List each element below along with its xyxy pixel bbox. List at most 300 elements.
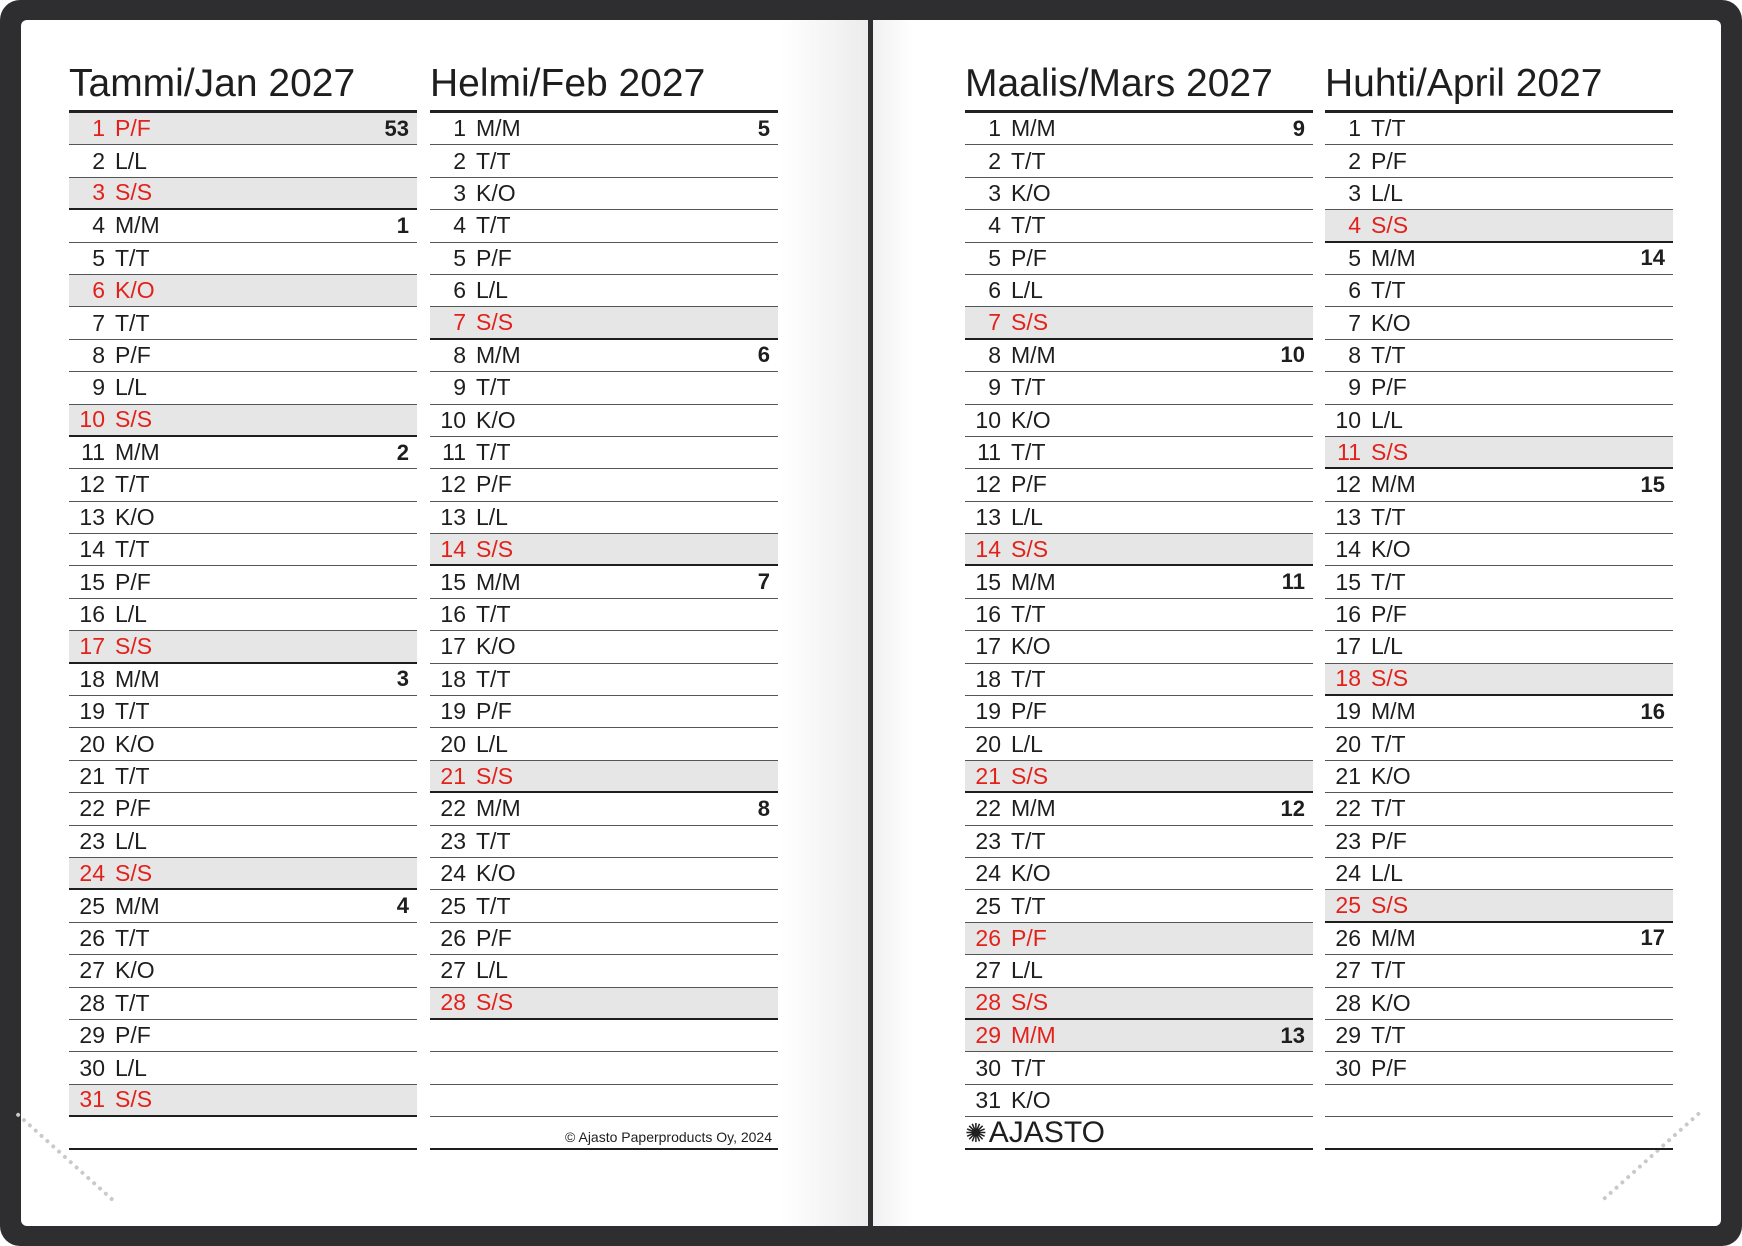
weekday-label: K/O — [115, 957, 155, 984]
weekday-label: K/O — [1371, 309, 1411, 336]
day-row — [430, 599, 778, 631]
week-number: 10 — [1280, 342, 1305, 368]
weekday-label: L/L — [1371, 179, 1403, 206]
day-row — [1325, 275, 1673, 307]
blank-row — [69, 1117, 417, 1149]
day-number: 1 — [988, 115, 1001, 142]
day-number: 3 — [1348, 179, 1361, 206]
day-number: 3 — [453, 179, 466, 206]
weekday-label: K/O — [115, 730, 155, 757]
weekday-label: T/T — [1011, 374, 1046, 401]
day-number: 24 — [1335, 860, 1361, 887]
weekday-label: P/F — [476, 924, 512, 951]
day-number: 20 — [975, 730, 1001, 757]
week-number: 5 — [757, 115, 770, 141]
day-row — [965, 923, 1313, 955]
weekday-label: K/O — [115, 503, 155, 530]
day-row — [1325, 405, 1673, 437]
day-number: 16 — [1335, 601, 1361, 628]
day-row — [1325, 728, 1673, 760]
day-row — [69, 502, 417, 534]
day-list — [965, 110, 1313, 1150]
day-row — [430, 307, 778, 339]
day-number: 12 — [79, 471, 105, 498]
weekday-label: T/T — [476, 374, 511, 401]
day-row — [1325, 437, 1673, 469]
weekday-label: S/S — [1011, 309, 1049, 336]
weekday-label: S/S — [1371, 211, 1409, 238]
day-number: 10 — [440, 406, 466, 433]
weekday-label: K/O — [1371, 536, 1411, 563]
weekday-label: S/S — [115, 632, 153, 659]
day-row — [430, 696, 778, 728]
day-number: 31 — [79, 1086, 105, 1113]
weekday-label: T/T — [1011, 147, 1046, 174]
day-number: 27 — [975, 957, 1001, 984]
day-row — [69, 1085, 417, 1117]
day-row — [965, 793, 1313, 825]
week-number: 9 — [1292, 115, 1305, 141]
weekday-label: M/M — [476, 341, 521, 368]
day-row — [430, 340, 778, 372]
day-row — [69, 340, 417, 372]
day-number: 24 — [975, 860, 1001, 887]
weekday-label: S/S — [1371, 438, 1409, 465]
day-number: 5 — [988, 244, 1001, 271]
day-number: 29 — [975, 1022, 1001, 1049]
day-row — [430, 372, 778, 404]
month-january — [69, 58, 417, 1150]
weekday-label: T/T — [1011, 892, 1046, 919]
day-number: 15 — [79, 568, 105, 595]
weekday-label: K/O — [1011, 179, 1051, 206]
weekday-label: P/F — [476, 244, 512, 271]
day-number: 4 — [1348, 211, 1361, 238]
month-april — [1325, 58, 1673, 1150]
weekday-label: S/S — [476, 535, 514, 562]
day-number: 11 — [442, 439, 466, 466]
day-number: 22 — [79, 795, 105, 822]
day-number: 19 — [440, 698, 466, 725]
weekday-label: P/F — [1371, 374, 1407, 401]
weekday-label: L/L — [476, 503, 508, 530]
weekday-label: T/T — [1011, 665, 1046, 692]
weekday-label: T/T — [1371, 115, 1406, 142]
weekday-label: L/L — [1011, 730, 1043, 757]
day-number: 28 — [79, 989, 105, 1016]
blank-row — [1325, 1117, 1673, 1149]
weekday-label: T/T — [115, 698, 150, 725]
day-number: 11 — [81, 439, 105, 466]
weekday-label: L/L — [1011, 503, 1043, 530]
blank-row — [1325, 1085, 1673, 1117]
day-number: 20 — [1335, 730, 1361, 757]
day-number: 25 — [440, 892, 466, 919]
day-number: 25 — [975, 892, 1001, 919]
day-row — [69, 728, 417, 760]
weekday-label: S/S — [115, 859, 153, 886]
day-number: 11 — [1337, 438, 1361, 465]
day-row — [69, 437, 417, 469]
week-number: 6 — [757, 342, 770, 368]
day-number: 30 — [1335, 1054, 1361, 1081]
weekday-label: K/O — [1011, 633, 1051, 660]
day-row — [1325, 664, 1673, 696]
day-number: 9 — [1348, 374, 1361, 401]
week-number: 7 — [757, 569, 770, 595]
day-number: 8 — [92, 341, 105, 368]
day-number: 12 — [1335, 471, 1361, 498]
day-number: 2 — [92, 147, 105, 174]
day-row — [430, 793, 778, 825]
day-row — [430, 502, 778, 534]
day-row — [69, 1052, 417, 1084]
day-row — [965, 372, 1313, 404]
weekday-label: P/F — [1011, 924, 1047, 951]
day-row — [965, 599, 1313, 631]
day-number: 30 — [79, 1054, 105, 1081]
day-row — [69, 988, 417, 1020]
week-number: 17 — [1640, 925, 1665, 951]
day-number: 17 — [79, 632, 105, 659]
day-number: 15 — [1335, 568, 1361, 595]
day-row — [1325, 793, 1673, 825]
day-number: 7 — [92, 309, 105, 336]
month-title: Tammi/Jan 2027 — [69, 62, 356, 105]
weekday-label: T/T — [476, 212, 511, 239]
day-row — [1325, 469, 1673, 501]
day-row — [430, 566, 778, 598]
weekday-label: K/O — [1011, 860, 1051, 887]
day-row — [965, 955, 1313, 987]
weekday-label: K/O — [476, 179, 516, 206]
day-list — [69, 110, 417, 1150]
weekday-label: T/T — [1371, 795, 1406, 822]
day-row — [1325, 826, 1673, 858]
day-row — [965, 631, 1313, 663]
weekday-label: L/L — [115, 827, 147, 854]
weekday-label: S/S — [476, 309, 514, 336]
day-row — [1325, 113, 1673, 145]
month-title: Helmi/Feb 2027 — [430, 62, 706, 105]
day-number: 21 — [975, 762, 1001, 789]
day-number: 4 — [453, 212, 466, 239]
day-row — [69, 534, 417, 566]
week-number: 1 — [396, 212, 409, 238]
weekday-label: T/T — [115, 471, 150, 498]
weekday-label: K/O — [476, 406, 516, 433]
day-row — [1325, 566, 1673, 598]
day-number: 27 — [79, 957, 105, 984]
day-number: 16 — [975, 601, 1001, 628]
week-number: 14 — [1640, 245, 1665, 271]
weekday-label: T/T — [1371, 341, 1406, 368]
weekday-label: L/L — [115, 147, 147, 174]
day-row — [965, 307, 1313, 339]
weekday-label: T/T — [115, 244, 150, 271]
weekday-label: S/S — [476, 989, 514, 1016]
day-row — [430, 178, 778, 210]
day-row — [69, 405, 417, 437]
day-row — [69, 599, 417, 631]
day-row — [965, 405, 1313, 437]
day-row — [965, 826, 1313, 858]
day-number: 17 — [440, 633, 466, 660]
week-number: 11 — [1281, 569, 1305, 595]
day-row — [965, 275, 1313, 307]
weekday-label: S/S — [476, 762, 514, 789]
weekday-label: M/M — [1011, 115, 1056, 142]
day-number: 26 — [79, 924, 105, 951]
weekday-label: P/F — [1371, 147, 1407, 174]
day-row — [69, 793, 417, 825]
day-number: 24 — [440, 860, 466, 887]
day-number: 29 — [79, 1022, 105, 1049]
weekday-label: P/F — [1371, 601, 1407, 628]
day-number: 1 — [92, 115, 105, 142]
day-row — [965, 340, 1313, 372]
day-number: 17 — [975, 633, 1001, 660]
weekday-label: M/M — [1371, 244, 1416, 271]
day-number: 23 — [79, 827, 105, 854]
day-number: 15 — [975, 568, 1001, 595]
day-row — [430, 243, 778, 275]
weekday-label: S/S — [1011, 535, 1049, 562]
day-row — [965, 437, 1313, 469]
weekday-label: T/T — [1011, 601, 1046, 628]
day-row — [1325, 890, 1673, 922]
weekday-label: K/O — [476, 860, 516, 887]
day-row — [1325, 631, 1673, 663]
weekday-label: M/M — [1371, 924, 1416, 951]
day-number: 10 — [79, 406, 105, 433]
day-number: 23 — [1335, 827, 1361, 854]
day-number: 8 — [988, 341, 1001, 368]
day-number: 6 — [988, 277, 1001, 304]
day-row — [430, 275, 778, 307]
day-row — [1325, 858, 1673, 890]
weekday-label: T/T — [1371, 957, 1406, 984]
day-row — [430, 955, 778, 987]
weekday-label: T/T — [115, 763, 150, 789]
day-number: 29 — [1335, 1022, 1361, 1049]
weekday-label: M/M — [1011, 1022, 1056, 1049]
weekday-label: T/T — [1371, 503, 1406, 530]
day-number: 18 — [1335, 665, 1361, 692]
day-row — [965, 1052, 1313, 1084]
day-row — [965, 469, 1313, 501]
day-number: 2 — [1348, 147, 1361, 174]
day-number: 16 — [440, 601, 466, 628]
month-title: Maalis/Mars 2027 — [965, 62, 1273, 105]
weekday-label: T/T — [1011, 439, 1046, 466]
day-row — [69, 469, 417, 501]
weekday-label: T/T — [1371, 730, 1406, 757]
week-number: 2 — [396, 439, 409, 465]
weekday-label: S/S — [115, 179, 153, 206]
day-number: 3 — [92, 179, 105, 206]
day-row — [69, 955, 417, 987]
weekday-label: M/M — [115, 892, 160, 919]
day-list — [1325, 110, 1673, 1150]
day-list — [430, 110, 778, 1150]
day-row — [69, 243, 417, 275]
day-row — [965, 1085, 1313, 1117]
week-number: 3 — [396, 666, 409, 692]
day-row — [965, 728, 1313, 760]
day-row — [1325, 534, 1673, 566]
blank-row — [430, 1085, 778, 1117]
day-number: 27 — [440, 957, 466, 984]
day-number: 19 — [1335, 698, 1361, 725]
day-row — [69, 145, 417, 177]
day-number: 22 — [440, 795, 466, 822]
weekday-label: T/T — [1371, 277, 1406, 304]
week-number: 8 — [757, 795, 770, 821]
day-number: 22 — [1335, 795, 1361, 822]
weekday-label: P/F — [1011, 698, 1047, 725]
day-number: 14 — [440, 535, 466, 562]
day-row — [69, 923, 417, 955]
weekday-label: L/L — [1011, 277, 1043, 304]
day-row — [965, 145, 1313, 177]
day-row — [1325, 1052, 1673, 1084]
day-number: 20 — [440, 730, 466, 757]
day-number: 7 — [988, 309, 1001, 336]
day-row — [430, 437, 778, 469]
day-row — [430, 145, 778, 177]
day-number: 13 — [975, 503, 1001, 530]
weekday-label: M/M — [476, 115, 521, 142]
day-number: 13 — [79, 503, 105, 530]
weekday-label: K/O — [1371, 763, 1411, 789]
day-number: 21 — [79, 763, 105, 789]
day-row — [430, 890, 778, 922]
day-number: 11 — [977, 439, 1001, 466]
day-row — [965, 988, 1313, 1020]
weekday-label: P/F — [115, 341, 151, 368]
weekday-label: M/M — [1371, 698, 1416, 725]
day-row — [69, 826, 417, 858]
weekday-label: T/T — [476, 827, 511, 854]
weekday-label: S/S — [115, 1086, 153, 1113]
weekday-label: L/L — [476, 957, 508, 984]
day-number: 13 — [440, 503, 466, 530]
day-number: 2 — [453, 147, 466, 174]
day-number: 27 — [1335, 957, 1361, 984]
day-number: 7 — [453, 309, 466, 336]
day-number: 26 — [975, 924, 1001, 951]
day-number: 25 — [79, 892, 105, 919]
weekday-label: L/L — [115, 374, 147, 401]
day-number: 14 — [975, 535, 1001, 562]
day-row — [965, 210, 1313, 242]
logo-text: AJASTO — [988, 1115, 1105, 1149]
day-row — [1325, 923, 1673, 955]
day-row — [69, 858, 417, 890]
weekday-label: T/T — [476, 601, 511, 628]
sun-burst-icon: ✺ — [965, 1117, 987, 1148]
day-number: 5 — [92, 244, 105, 271]
day-number: 7 — [1348, 309, 1361, 336]
weekday-label: S/S — [1011, 989, 1049, 1016]
week-number: 16 — [1640, 698, 1665, 724]
day-row — [430, 664, 778, 696]
day-row — [430, 405, 778, 437]
weekday-label: L/L — [476, 730, 508, 757]
weekday-label: L/L — [115, 1054, 147, 1081]
day-row — [430, 210, 778, 242]
week-number: 13 — [1280, 1022, 1305, 1048]
day-number: 5 — [453, 244, 466, 271]
day-number: 2 — [988, 147, 1001, 174]
day-number: 18 — [440, 665, 466, 692]
day-number: 16 — [79, 601, 105, 628]
day-row — [69, 1020, 417, 1052]
weekday-label: L/L — [115, 601, 147, 628]
day-number: 6 — [92, 277, 105, 304]
day-number: 31 — [975, 1086, 1001, 1113]
day-row — [965, 566, 1313, 598]
day-row — [965, 534, 1313, 566]
day-row — [1325, 210, 1673, 242]
day-number: 18 — [975, 665, 1001, 692]
day-row — [1325, 761, 1673, 793]
weekday-label: M/M — [476, 568, 521, 595]
day-row — [1325, 372, 1673, 404]
ajasto-logo — [965, 1115, 1105, 1149]
week-number: 4 — [396, 893, 409, 919]
day-number: 28 — [1335, 989, 1361, 1016]
day-row — [430, 923, 778, 955]
weekday-label: T/T — [115, 989, 150, 1016]
week-number: 53 — [384, 115, 409, 141]
weekday-label: P/F — [1011, 244, 1047, 271]
day-number: 6 — [1348, 277, 1361, 304]
day-row — [1325, 955, 1673, 987]
weekday-label: P/F — [1371, 827, 1407, 854]
weekday-label: P/F — [115, 795, 151, 822]
weekday-label: M/M — [115, 212, 160, 239]
day-number: 28 — [440, 989, 466, 1016]
day-row — [965, 890, 1313, 922]
day-row — [69, 761, 417, 793]
day-row — [430, 988, 778, 1020]
weekday-label: M/M — [1011, 795, 1056, 822]
weekday-label: S/S — [1011, 762, 1049, 789]
day-row — [965, 243, 1313, 275]
weekday-label: S/S — [1371, 892, 1409, 919]
weekday-label: P/F — [115, 568, 151, 595]
day-row — [965, 761, 1313, 793]
day-row — [430, 469, 778, 501]
day-number: 1 — [1348, 115, 1361, 142]
weekday-label: K/O — [115, 277, 155, 304]
day-row — [1325, 696, 1673, 728]
weekday-label: T/T — [1011, 212, 1046, 239]
week-number: 15 — [1640, 471, 1665, 497]
day-row — [965, 858, 1313, 890]
day-number: 17 — [1335, 633, 1361, 660]
weekday-label: T/T — [115, 309, 150, 336]
day-row — [69, 664, 417, 696]
weekday-label: L/L — [1011, 957, 1043, 984]
day-row — [69, 113, 417, 145]
day-row — [1325, 1020, 1673, 1052]
day-number: 24 — [79, 859, 105, 886]
day-row — [430, 858, 778, 890]
weekday-label: L/L — [1371, 860, 1403, 887]
